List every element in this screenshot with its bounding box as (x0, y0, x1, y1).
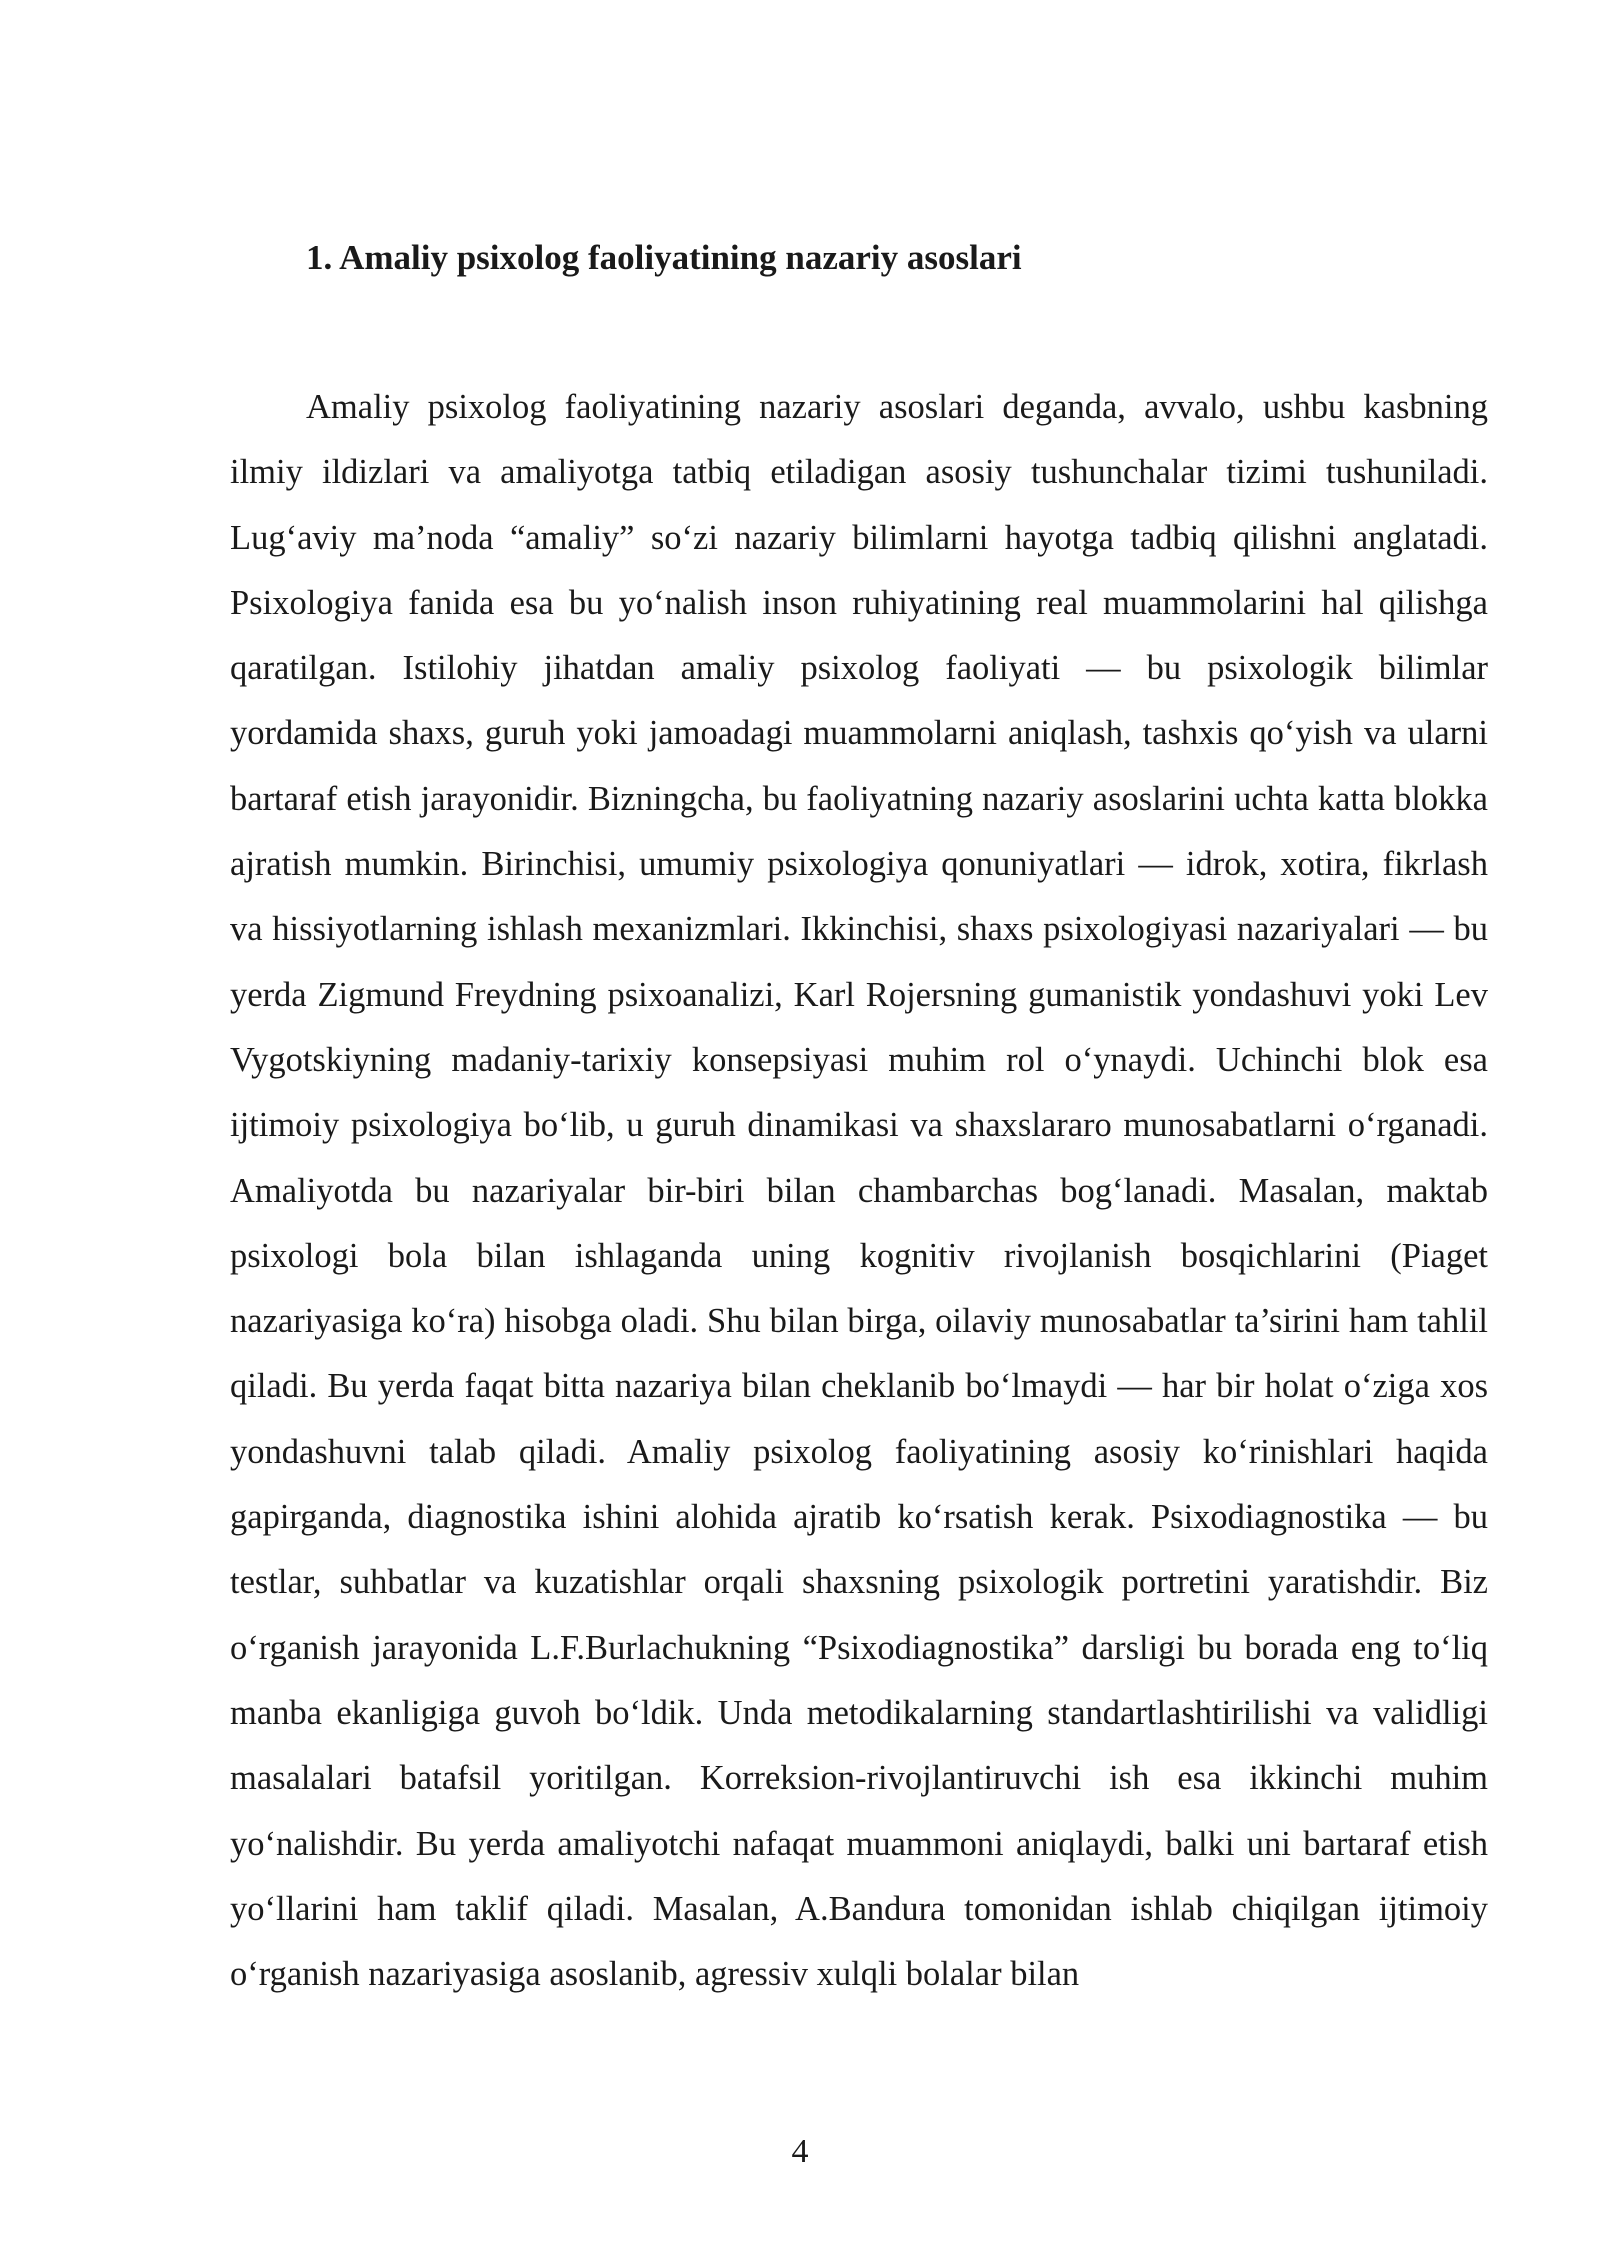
body-paragraph: Amaliy psixolog faoliyatining nazariy asoslari deganda, avvalo, ushbu kasbning ilmiy ildizlari va amaliyotga tatbiq etiladigan asosiy tushunchalar tizimi tushuniladi. Lug‘aviy ma’noda “amaliy” so‘zi nazariy bilimlarni hayotga tadbiq qilishni anglatadi. Psixologiya fanida esa bu yo‘nalish inson ruhiyatining real muammolarini hal qilishga qaratilgan. Istilohiy jihatdan amaliy psixolog faoliyati — bu psixologik bilimlar yordamida shaxs, guruh yoki jamoadagi muammolarni aniqlash, tashxis qo‘yish va ularni bartaraf etish jarayonidir. Bizningcha, bu faoliyatning nazariy asoslarini uchta katta blokka ajratish mumkin. Birinchisi, umumiy psixologiya qonuniyatlari — idrok, xotira, fikrlash va hissiyotlarning ishlash mexanizmlari. Ikkinchisi, shaxs psixologiyasi nazariyalari — bu yerda Zigmund Freydning psixoanalizi, Karl Rojersning gumanistik yondashuvi yoki Lev Vygotskiyning madaniy-tarixiy konsepsiyasi muhim rol o‘ynaydi. Uchinchi blok esa ijtimoiy psixologiya bo‘lib, u guruh dinamikasi va shaxslararo munosabatlarni o‘rganadi. Amaliyotda bu nazariyalar bir-biri bilan chambarchas bog‘lanadi. Masalan, maktab psixologi bola bilan ishlaganda uning kognitiv rivojlanish bosqichlarini (Piaget nazariyasiga ko‘ra) hisobga oladi. Shu bilan birga, oilaviy munosabatlar ta’sirini ham tahlil qiladi. Bu yerda faqat bitta nazariya bilan cheklanib bo‘lmaydi — har bir holat o‘ziga xos yondashuvni talab qiladi. Amaliy psixolog faoliyatining asosiy ko‘rinishlari haqida gapirganda, diagnostika ishini alohida ajratib ko‘rsatish kerak. Psixodiagnostika — bu testlar, suhbatlar va kuzatishlar orqali shaxsning psixologik portretini yaratishdir. Biz o‘rganish jarayonida L.F.Burlachukning “Psixodiagnostika” darsligi bu borada eng to‘liq manba ekanligiga guvoh bo‘ldik. Unda metodikalarning standartlashtirilishi va validligi masalalari batafsil yoritilgan. Korreksion-rivojlantiruvchi ish esa ikkinchi muhim yo‘nalishdir. Bu yerda amaliyotchi nafaqat muammoni aniqlaydi, balki uni bartaraf etish yo‘llarini ham taklif qiladi. Masalan, A.Bandura tomonidan ishlab chiqilgan ijtimoiy o‘rganish nazariyasiga asoslanib, agressiv xulqli bolalar bilan (230, 388, 1488, 1994)
page-number: 4 (791, 2133, 809, 2170)
section-heading: 1. Amaliy psixolog faoliyatining nazariy asoslari (306, 238, 1022, 277)
